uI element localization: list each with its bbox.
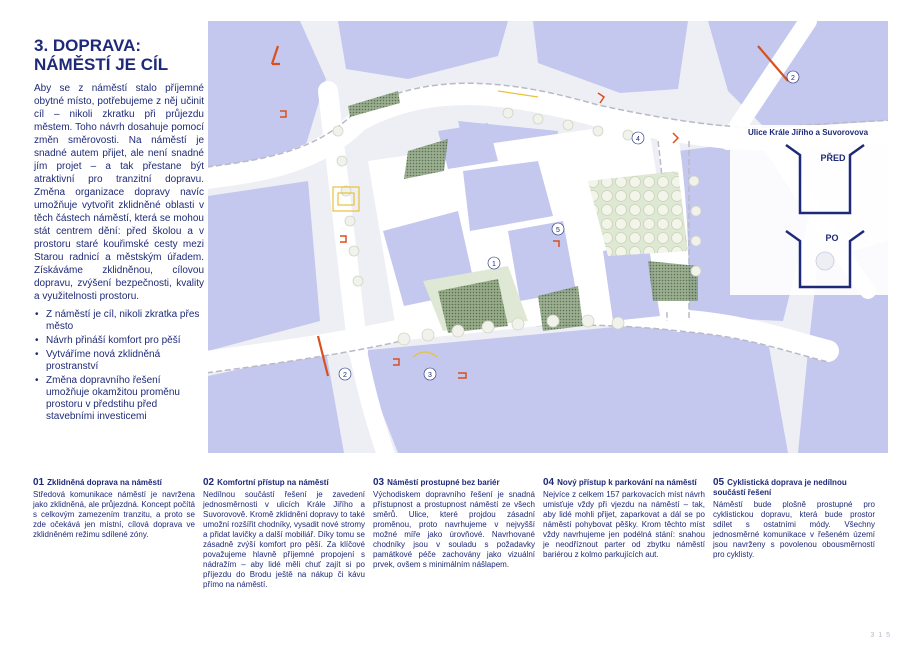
marker-2-east [787,71,799,83]
key-points-list [34,309,204,425]
after-label: PO [825,233,839,243]
site-plan-drawing [208,21,888,453]
marker-4-label: 4 [636,136,640,143]
tree-after-icon [816,252,834,270]
key-point: • Z náměstí je cíl, nikoli zkratka přes město [34,309,204,333]
section-title [34,36,204,74]
column-05-text: Náměstí bude plošně prostupné pro cyklistickou dopravu, která bude prostor sdílet s ostatními módy. Všechny jednosměrné komunikace v řešeném území jsou navrženy s povolenou obousměrností pro cyklisty. [713,500,875,559]
column-03-heading [373,478,535,488]
marker-3 [424,368,436,380]
marker-2-west [339,368,351,380]
column-01-text: Středová komunikace náměstí je navržena jako zklidněná, ale průjezdná. Koncept počítá s celkovým zamezením tranzitu, a proto se zde očekává jen místní, cílová doprava ve zklidněném režimu sdílené zóny. [33,490,195,539]
marker-2-east-label: 2 [791,75,795,82]
marker-1 [488,257,500,269]
marker-5-label: 5 [556,227,560,234]
column-04 [543,478,705,560]
inset-title: Ulice Krále Jiřího a Suvorovova [747,128,869,137]
column-02-heading [203,478,365,488]
marker-2-west-label: 2 [343,372,347,379]
key-point: • Změna dopravního řešení umožňuje okamžitou proměnu prostoru v předstihu před stavebními investicemi [34,375,204,423]
section-title-line-2: NÁMĚSTÍ JE CÍL [34,55,169,74]
column-02-title: Komfortní přístup na náměstí [217,478,329,487]
column-04-title: Nový přístup k parkování na náměstí [557,478,697,487]
column-01 [33,478,195,540]
before-label: PŘED [820,153,846,163]
section-title-line-1: 3. DOPRAVA: [34,36,142,55]
column-02 [203,478,365,590]
column-04-text: Nejvíce z celkem 157 parkovacích míst návrh umisťuje vždy při vjezdu na náměstí – tak, aby lidé mohli přijet, zaparkovat a dál se po náměstí pohybovat pěšky. Krom těchto míst vždy navrhujeme jen podélná stání: snahou je neodříznout parter od zbytku náměstí bariérou z kolmo parkujících aut. [543,490,705,559]
column-01-title: Zklidněná doprava na náměstí [47,478,162,487]
marker-1-label: 1 [492,261,496,268]
intro-paragraph: Aby se z náměstí stalo příjemné obytné místo, potřebujeme z něj učinit cíl – nikoli zkratku při průjezdu městem. Toho návrh dosahuje pomocí změn směrovosti. Na náměstí je snadné autem přijet, ale není snadné jím projet – a tak přestane být atraktivní pro tranzitní dopravu. Změna organizace dopravy navíc umožňuje vytvořit zklidněné oblasti v těch částech náměstí, která se mohou stát centrem dění: před školou a v prostoru staré kouřimské cesty mezi Starou radnicí a městským úřadem. Získáváme zklidněnou, cílovou dopravu, zvýšení bezpečnosti, kvality a využitelnosti prostoru. [34,83,204,302]
column-01-number: 01 [33,477,45,488]
marker-5 [552,223,564,235]
column-03 [373,478,535,570]
column-05-heading [713,478,875,498]
column-03-number: 03 [373,477,385,488]
column-04-heading [543,478,705,488]
column-03-text: Východiskem dopravního řešení je snadná přístupnost a prostupnost náměstí ze všech směrů. Ulice, které projdou zásadní proměnou, proto navrhujeme v nejvyšší možné míře jako úrovňové. Navrhované chodníky jsou v souladu s požadavky památkové péče zachovány jako vizuální prvek, ovšem s minimálním nášlapem. [373,490,535,569]
column-02-text: Nedílnou součástí řešení je zavedení jednosměrnosti v ulicích Krále Jiřího a Suvorovově. Kromě zklidnění dopravy to také umožní rozšířit chodníky, vysadit nové stromy a přidat lavičky a další mobiliář. Díky tomu se zásadně zvýší komfort pro pěší. Za klíčové považujeme hlavně příjemné propojení s nádražím – aby lidé měli chuť zajít si po příjezdu do Brodu ještě na nákup či kávu přímo na náměstí. [203,490,365,589]
key-point: • Vytváříme nová zklidněná prostranství [34,349,204,373]
column-01-heading [33,478,195,488]
column-05-title: Cyklistická doprava je nedílnou součástí řešení [713,478,847,497]
page-number: 3 1 5 [870,632,891,639]
column-02-number: 02 [203,477,215,488]
marker-4 [632,132,644,144]
column-05-number: 05 [713,477,725,488]
column-04-number: 04 [543,477,555,488]
column-03-title: Náměstí prostupné bez bariér [387,478,500,487]
column-05 [713,478,875,560]
marker-3-label: 3 [428,372,432,379]
street-section-inset [730,125,888,295]
key-point: • Návrh přináší komfort pro pěší [34,335,204,347]
site-plan-map [208,21,888,453]
